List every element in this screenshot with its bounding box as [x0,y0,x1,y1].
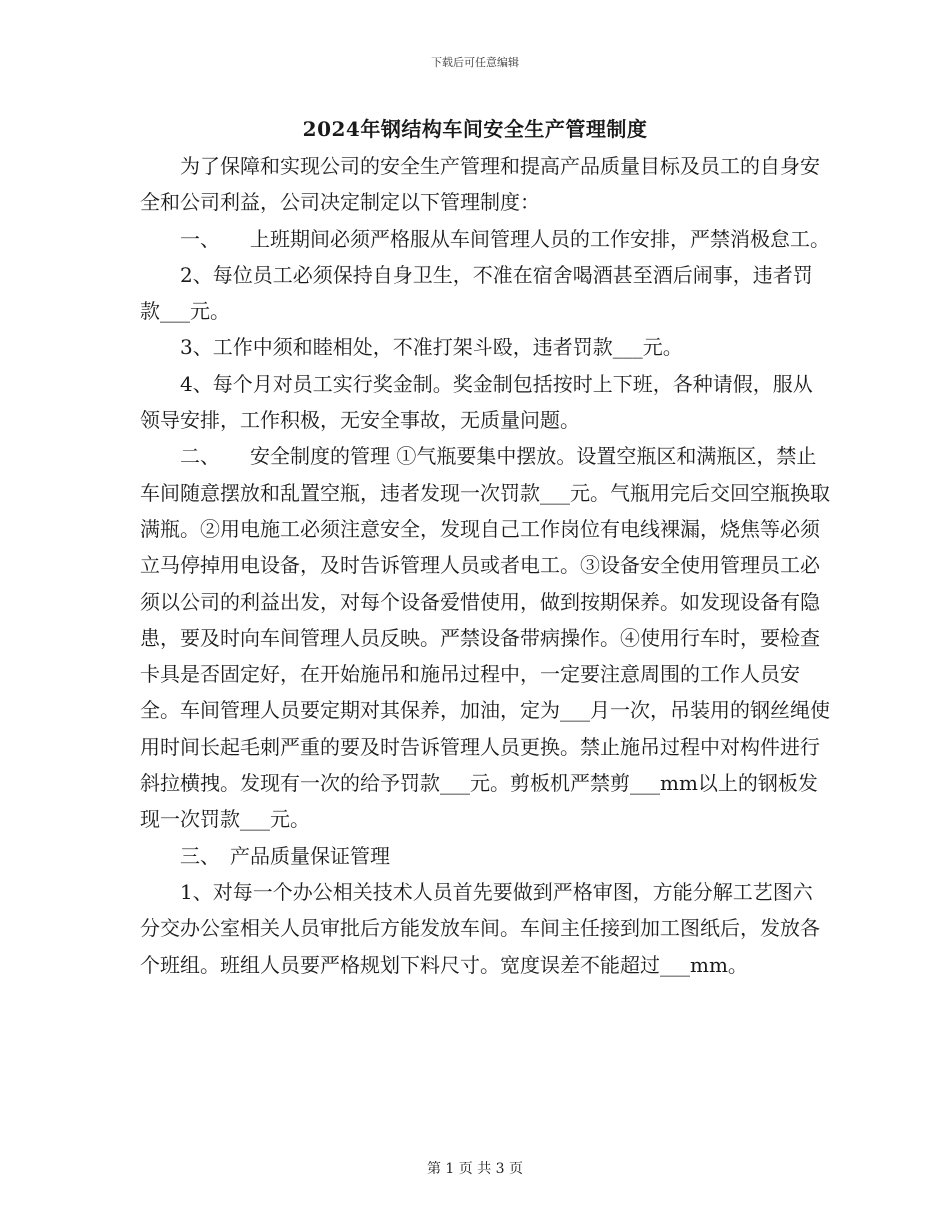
paragraph-item-3: 3、工作中须和睦相处，不准打架斗殴，违者罚款___元。 [180,335,683,360]
document-body [140,148,830,983]
paragraph-quality-item-1: 1、对每一个办公相关技术人员首先要做到严格审图，方能分解工艺图六分交办公室相关人员审批后方能发放车间。车间主任接到加工图纸后，发放各个班组。班组人员要严格规划下料尺寸。宽度误差不能超过___mm。 [140,879,820,977]
page-header-note: 下载后可任意编辑 [431,56,519,69]
page-number-footer: 第 1 页 共 3 页 [426,1161,524,1177]
paragraph-item-2: 2、每位员工必须保持自身卫生，不准在宿舍喝酒甚至酒后闹事，违者罚款___元。 [140,262,813,324]
paragraph-section-1: 一、 上班期间必须严格服从车间管理人员的工作安排，严禁消极怠工。 [180,226,830,251]
paragraph-item-4: 4、每个月对员工实行奖金制。奖金制包括按时上下班，各种请假，服从领导安排，工作积极，无安全事故，无质量问题。 [140,371,813,433]
paragraph-intro: 为了保障和实现公司的安全生产管理和提高产品质量目标及员工的自身安全和公司利益，公司决定制定以下管理制度： [140,154,820,215]
document-title: 2024年钢结构车间安全生产管理制度 [302,117,648,141]
paragraph-section-2-safety: 二、 安全制度的管理 ①气瓶要集中摆放。设置空瓶区和满瓶区，禁止车间随意摆放和乱置空瓶，违者发现一次罚款___元。气瓶用完后交回空瓶换取满瓶。②用电施工必须注意安全，发现自己工作岗位有电线裸漏，烧焦等必须立马停掉用电设备，及时告诉管理人员或者电工。③设备安全使用管理员工必须以公司的利益出发，对每个设备爱惜使用，做到按期保养。如发现设备有隐患，要及时向车间管理人员反映。严禁设备带病操作。④使用行车时，要检查卡具是否固定好，在开始施吊和施吊过程中，一定要注意周围的工作人员安全。车间管理人员要定期对其保养，加油，定为___月一次，吊装用的钢丝绳使用时间长起毛刺严重的要及时告诉管理人员更换。禁止施吊过程中对构件进行斜拉横拽。发现有一次的给予罚款___元。剪板机严禁剪___mm以上的钢板发现一次罚款___元。 [140,444,830,832]
paragraph-section-3-heading: 三、 产品质量保证管理 [180,843,390,868]
